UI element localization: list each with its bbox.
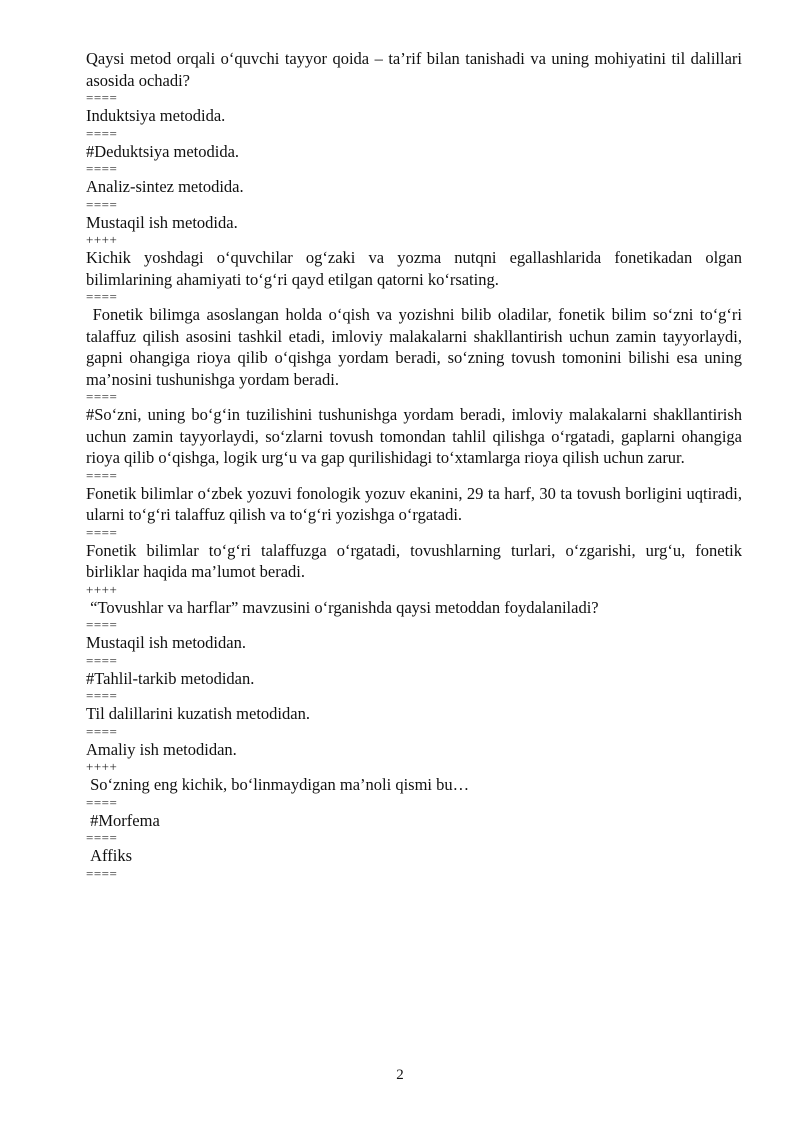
separator-equals: ====	[86, 196, 118, 212]
question-text: “Tovushlar va harflar” mavzusini o‘rganishda qaysi metoddan foydalaniladi?	[86, 597, 599, 617]
separator-equals: ====	[86, 524, 118, 540]
answer-option: Affiks	[86, 846, 132, 865]
separator-equals: ====	[86, 794, 118, 810]
separator-equals: ====	[86, 617, 118, 632]
separator-equals: ====	[86, 723, 118, 739]
answer-option: Induktsiya metodida.	[86, 106, 226, 125]
answer-option: Mustaqil ish metodida.	[86, 212, 238, 232]
separator-equals: ====	[86, 389, 118, 404]
answer-option-correct: #Tahlil-tarkib metodidan.	[86, 668, 255, 688]
separator-plus: ++++	[86, 759, 118, 774]
question-text: So‘zning eng kichik, bo‘linmaydigan ma’noli qismi bu…	[86, 775, 470, 794]
answer-option: Fonetik bilimlar o‘zbek yozuvi fonologik yozuv ekanini, 29 ta harf, 30 ta tovush borligini uqtiradi, ularni to‘g‘ri talaffuz qilish va to‘g‘ri yozishga o‘rgatadi.	[86, 483, 747, 524]
answer-option: Fonetik bilimga asoslangan holda o‘qish va yozishni bilib oladilar, fonetik bilim so‘zni to‘g‘ri talaffuz qilish asosini tashkil etadi, imloviy malakalarni shakllantirish uchun zamin tayyorlaydi, gapni ohangiga rioya qilib o‘qishga yordam beradi, so‘zning tovush tomonini bilishi esa uning ma’nosini tushunishga yordam beradi.	[86, 305, 747, 389]
separator-plus: ++++	[86, 232, 118, 247]
separator-equals: ====	[86, 289, 118, 304]
answer-option-correct: #Morfema	[86, 810, 160, 830]
separator-equals: ====	[86, 652, 118, 668]
answer-option: Mustaqil ish metodidan.	[86, 633, 246, 652]
separator-equals: ====	[86, 830, 118, 845]
answer-option-correct: #Deduktsiya metodida.	[86, 141, 240, 161]
separator-equals: ====	[86, 90, 118, 105]
separator-equals: ====	[86, 161, 118, 176]
separator-equals: ====	[86, 688, 118, 703]
answer-option: Til dalillarini kuzatish metodidan.	[86, 704, 310, 723]
question-text: Qaysi metod orqali o‘quvchi tayyor qoida – ta’rif bilan tanishadi va uning mohiyatini til dalillari asosida ochadi?	[86, 49, 747, 90]
answer-option: Amaliy ish metodidan.	[86, 739, 237, 759]
separator-equals: ====	[86, 125, 118, 141]
separator-equals: ====	[86, 467, 118, 483]
separator-plus: ++++	[86, 581, 118, 597]
separator-equals: ====	[86, 865, 118, 881]
page-number: 2	[396, 1067, 404, 1083]
answer-option: Fonetik bilimlar to‘g‘ri talaffuzga o‘rgatadi, tovushlarning turlari, o‘zgarishi, urg‘u, fonetik birliklar haqida ma’lumot beradi.	[86, 540, 747, 581]
document-page	[86, 48, 747, 881]
answer-option-correct: #So‘zni, uning bo‘g‘in tuzilishini tushunishga yordam beradi, imloviy malakalarni shakllantirish uchun zamin tayyorlaydi, so‘zlarni tovush tomondan tahlil qilishga o‘rgatadi, gaplarni ohangiga rioya qilib o‘qishga, logik urg‘u va gap qurilishidagi to‘xtamlarga rioya qilish uchun zarur.	[86, 405, 747, 467]
question-text: Kichik yoshdagi o‘quvchilar og‘zaki va yozma nutqni egallashlarida fonetikadan olgan bilimlarining ahamiyati to‘g‘ri qayd etilgan qatorni ko‘rsating.	[86, 248, 747, 289]
answer-option: Analiz-sintez metodida.	[86, 177, 244, 196]
